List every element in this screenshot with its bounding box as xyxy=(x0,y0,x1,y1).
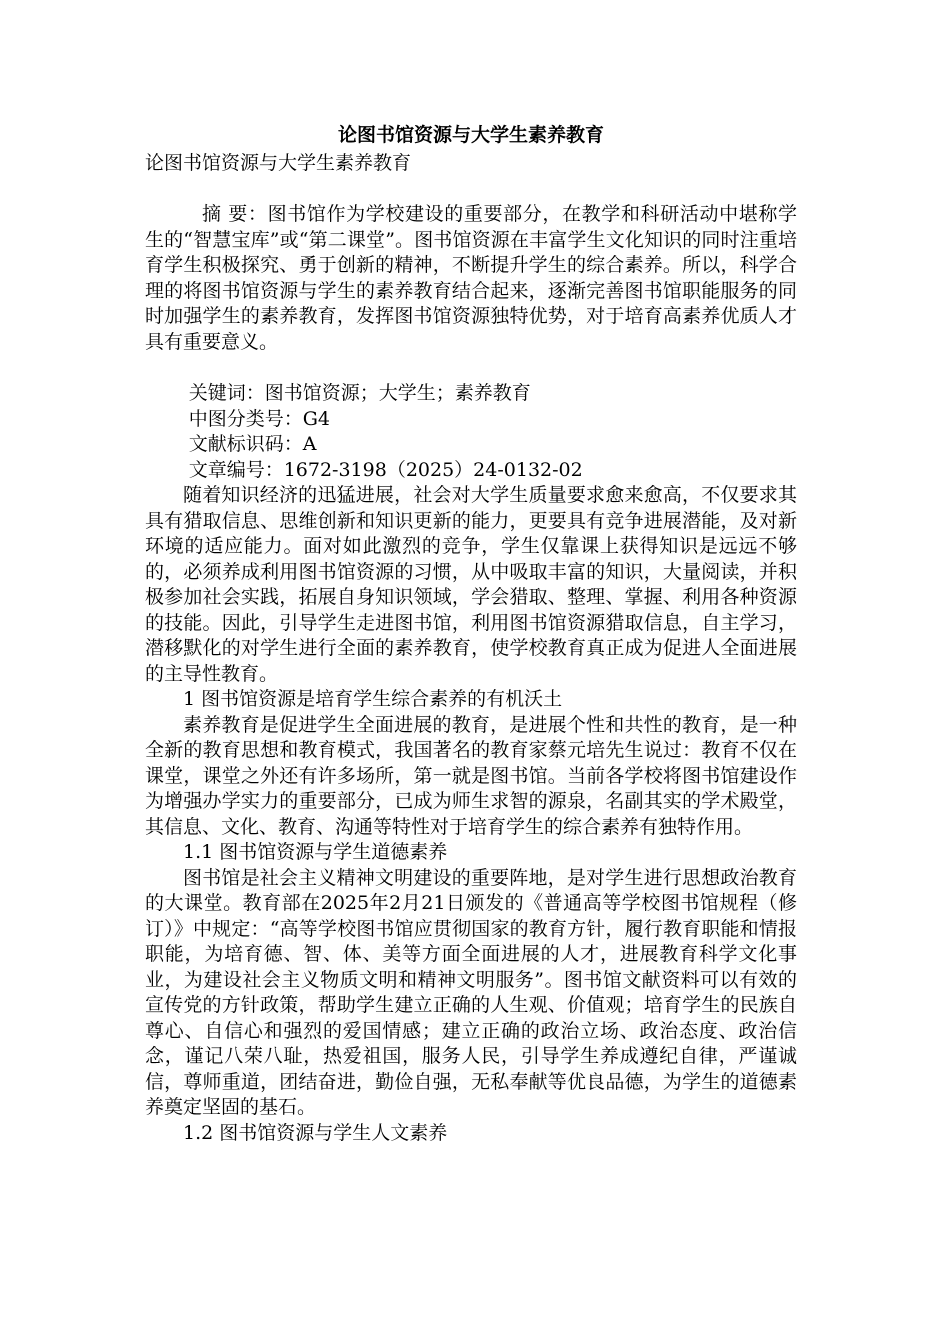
keywords-line: 关键词：图书馆资源；大学生；素养教育 xyxy=(188,382,531,404)
section-1-1-paragraph: 图书馆是社会主义精神文明建设的重要阵地，是对学生进行思想政治教育的大课堂。教育部在2025年2月21日颁发的《普通高等学校图书馆规程（修订）》中规定：“高等学校图书馆应贯彻国家的教育方针，履行教育职能和情报职能，为培育德、智、体、美等方面全面进展的人才，进展教育科学文化事业，为建设社会主义物质文明和精神文明服务”。图书馆文献资料可以有效的宣传党的方针政策，帮助学生建立正确的人生观、价值观；培育学生的民族自尊心、自信心和强烈的爱国情感；建立正确的政治立场、政治态度、政治信念，谨记八荣八耻，热爱祖国，服务人民，引导学生养成遵纪自律，严谨诚信，尊师重道，团结奋进，勤俭自强，无私奉献等优良品德，为学生的道德素养奠定坚固的基石。 xyxy=(145,866,797,1118)
spacer xyxy=(145,176,797,202)
section-1-heading: 1 图书馆资源是培育学生综合素养的有机沃土 xyxy=(183,688,563,710)
article-no-line: 文章编号：1672-3198（2025）24-0132-02 xyxy=(188,458,583,481)
clc-line: 中图分类号：G4 xyxy=(188,407,330,430)
spacer xyxy=(145,355,797,381)
section-1-1-heading: 1.1 图书馆资源与学生道德素养 xyxy=(183,841,448,863)
intro-paragraph: 随着知识经济的迅猛进展，社会对大学生质量要求愈来愈高，不仅要求其具有猎取信息、思维创新和知识更新的能力，更要具有竞争进展潜能，及对新环境的适应能力。面对如此激烈的竞争，学生仅靠课上获得知识是远远不够的，必须养成利用图书馆资源的习惯，从中吸取丰富的知识，大量阅读，并积极参加社会实践，拓展自身知识领域，学会猎取、整理、掌握、利用各种资源的技能。因此，引导学生走进图书馆，利用图书馆资源猎取信息，自主学习，潜移默化的对学生进行全面的素养教育，使学校教育真正成为促进人全面进展的主导性教育。 xyxy=(145,484,797,685)
document-title: 论图书馆资源与大学生素养教育 xyxy=(337,124,604,146)
abstract-paragraph: 摘 要：图书馆作为学校建设的重要部分，在教学和科研活动中堪称学生的“智慧宝库”或“第二课堂”。图书馆资源在丰富学生文化知识的同时注重培育学生积极探究、勇于创新的精神，不断提升学生的综合素养。所以，科学合理的将图书馆资源与学生的素养教育结合起来，逐渐完善图书馆职能服务的同时加强学生的素养教育，发挥图书馆资源独特优势，对于培育高素养优质人才具有重要意义。 xyxy=(145,203,797,353)
doc-code-line: 文献标识码：A xyxy=(188,433,317,455)
section-1-paragraph: 素养教育是促进学生全面进展的教育，是进展个性和共性的教育，是一种全新的教育思想和教育模式，我国著名的教育家蔡元培先生说过：教育不仅在课堂，课堂之外还有许多场所，第一就是图书馆。当前各学校将图书馆建设作为增强办学实力的重要部分，已成为师生求智的源泉，名副其实的学术殿堂，其信息、文化、教育、沟通等特性对于培育学生的综合素养有独特作用。 xyxy=(145,713,797,838)
document-page xyxy=(145,122,797,1146)
document-subtitle: 论图书馆资源与大学生素养教育 xyxy=(145,152,412,174)
section-1-2-heading: 1.2 图书馆资源与学生人文素养 xyxy=(183,1121,448,1144)
